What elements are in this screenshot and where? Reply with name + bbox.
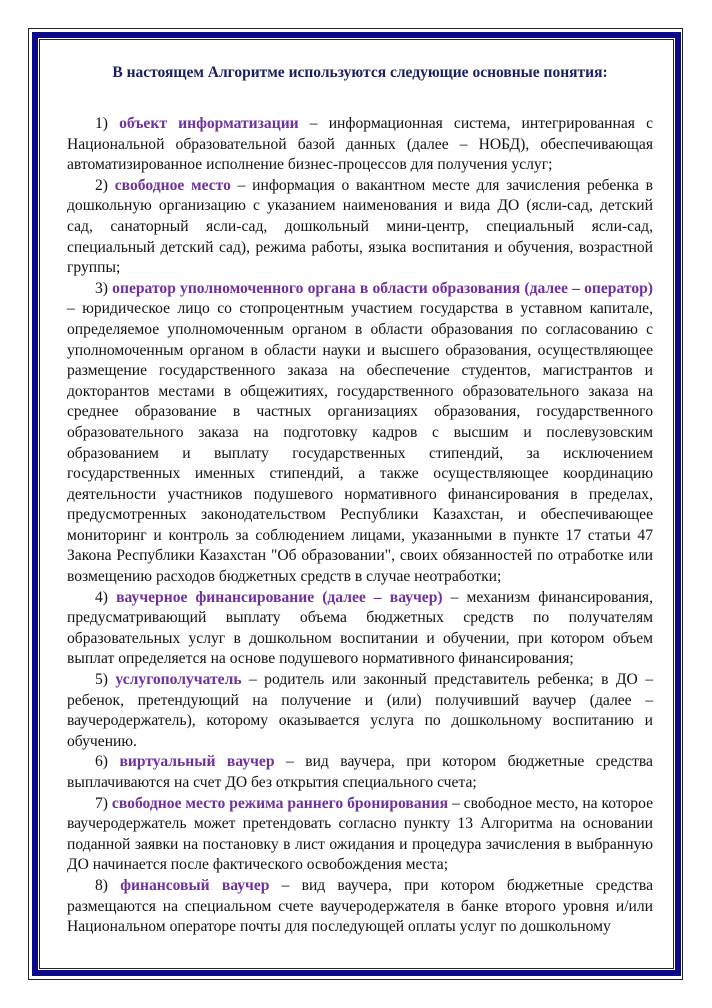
definition-item (67, 670, 653, 752)
item-definition: – юридическое лицо со стопроцентным участием государства в уставном капитале, определяемое уполномоченным органом в области образования по согласованию с уполномоченным органом в области науки и высшего образования, осуществляющее размещение государственного заказа на обеспечение студентов, магистрантов и докторантов местами в общежитиях, государственного образовательного заказа на среднее образование в частных организациях образования, государственного образовательного заказа на подготовку кадров с высшим и послевузовским образованием и выплату государственных стипендий, за исключением государственных именных стипендий, а также осуществляющее координацию деятельности участников подушевого нормативного финансирования в пределах, предусмотренных законодательством Республики Казахстан, и обеспечивающее мониторинг и контроль за соблюдением лицами, указанными в пункте 17 статьи 47 Закона Республики Казахстан "Об образовании", своих обязанностей по отработке или возмещению расходов бюджетных средств в случае неотработки; (67, 300, 653, 586)
definition-item (67, 114, 653, 176)
definition-item (67, 876, 653, 938)
item-number: 2) (95, 176, 108, 194)
item-definition: – вид ваучера, при котором бюджетные средства размещаются на специальном счете ваучеродержателя в банке второго уровня и/или Национальном операторе почты для последующей оплаты услуг по дошкольному (67, 876, 653, 936)
definition-item (67, 752, 653, 793)
item-number: 1) (95, 115, 108, 132)
item-number: 6) (95, 753, 108, 771)
item-term: виртуальный ваучер (119, 753, 275, 771)
item-number: 7) (95, 794, 108, 812)
document-body (67, 62, 653, 938)
item-definition: – информация о вакантном месте для зачисления ребенка в дошкольную организацию с указанием наименования и вида ДО (ясли-сад, детский сад, санаторный ясли-сад, дошкольный мини-центр, специальный ясли-сад, специальный детский сад), режима работы, языка воспитания и обучения, возрастной группы; (67, 176, 653, 277)
item-term: услугополучатель (115, 671, 242, 689)
item-term: свободное место (114, 176, 231, 194)
item-term: ваучерное финансирование (далее – ваучер) (116, 588, 443, 606)
item-number: 3) (95, 279, 108, 297)
item-term: свободное место режима раннего бронирования (111, 794, 449, 812)
definition-item (67, 176, 653, 279)
item-term: финансовый ваучер (120, 876, 270, 894)
item-definition: – информационная система, интегрированная с Национальной образовательной базой данных (далее – НОБД), обеспечивающая автоматизированное исполнение бизнес-процессов для получения услуг; (67, 115, 653, 174)
document-title: В настоящем Алгоритме используются следующие основные понятия: (112, 64, 608, 81)
definition-item (67, 794, 653, 876)
item-term: оператор уполномоченного органа в области образования (далее – оператор) (112, 279, 653, 297)
item-definition: – родитель или законный представитель ребенка; в ДО – ребенок, претендующий на получение и (или) получивший ваучер (далее – ваучеродержатель), которому оказывается услуга по дошкольному воспитанию и обучению. (67, 671, 653, 750)
item-term: объект информатизации (119, 115, 299, 132)
item-definition: – механизм финансирования, предусматривающий выплату объема бюджетных средств по получателям образовательных услуг в дошкольном воспитании и обучении, при котором объем выплат определяется на основе подушевого нормативного финансирования; (67, 588, 653, 668)
item-definition: – свободное место, на которое ваучеродержатель может претендовать согласно пункту 13 Алгоритма на основании поданной заявки на постановку в лист ожидания и процедура зачисления в выбранную ДО начинается после фактического освобождения места; (67, 794, 653, 874)
definition-item (67, 588, 653, 670)
item-definition: – вид ваучера, при котором бюджетные средства выплачиваются на счет ДО без открытия специального счета; (67, 753, 653, 791)
item-number: 8) (95, 876, 108, 894)
item-number: 4) (95, 588, 108, 606)
definitions-list (67, 114, 653, 938)
item-number: 5) (95, 671, 108, 689)
definition-item (67, 279, 653, 588)
